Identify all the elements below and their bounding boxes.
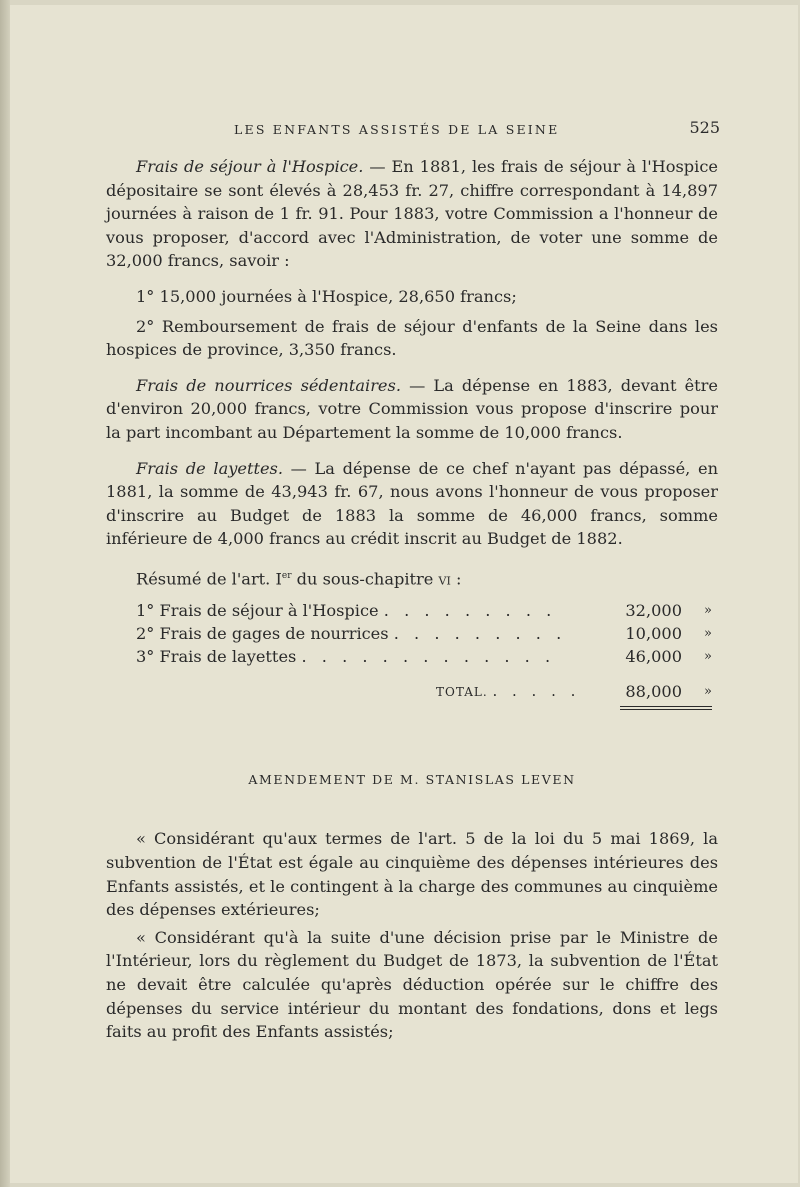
paragraph-layettes (106, 457, 718, 551)
total-row (106, 680, 718, 706)
list-item-2: 2° Remboursement de frais de séjour d'enfants de la Seine dans les hospices de province, 3,350 francs. (106, 316, 718, 360)
heading-layettes: Frais de layettes. (136, 458, 283, 478)
recap-mark: » (704, 625, 712, 641)
recap-title-text: du sous-chapitre (291, 569, 439, 589)
total-label-text: TOTAL. (436, 684, 488, 699)
recap-row-label (136, 622, 566, 646)
page-body (106, 155, 718, 1056)
total-rule-bottom (620, 709, 712, 710)
paragraph-text: — En 1881, les frais de séjour à l'Hospice dépositaire se sont élevés à 28,453 fr. 27, chiffre correspondant à 14,897 journées à raison de 1 fr. 91. Pour 1883, votre Commission a l'honneur de vous proposer, d'accord avec l'Administration, de voter une somme de 32,000 francs, savoir : (106, 157, 718, 271)
total-rules (106, 706, 718, 712)
page-number: 525 (689, 118, 720, 137)
leader-dots: . . . . . . . . . (393, 623, 567, 643)
recap-title-roman: vi (438, 569, 451, 589)
recap-row (106, 645, 718, 668)
total-amount: 88,000 (625, 681, 682, 701)
recap-amount: 32,000 (625, 600, 682, 620)
recap-title-text: Résumé de l'art. I (136, 569, 282, 589)
amendment-paragraph-1: « Considérant qu'aux termes de l'art. 5 de la loi du 5 mai 1869, la subvention de l'État est égale au cinquième des dépenses intérieures des Enfants assistés, et le contingent à la charge des communes au cinquième des dépenses extérieures; (106, 829, 718, 920)
heading-hospice: Frais de séjour à l'Hospice. (136, 157, 364, 176)
recap-label-text: 2° Frais de gages de nourrices (136, 623, 389, 643)
recap-mark: » (704, 602, 712, 618)
total-mark: » (704, 683, 712, 699)
recap-label-text: 3° Frais de layettes (136, 646, 297, 666)
recap-title-text: : (450, 569, 462, 589)
page-gutter (0, 0, 10, 1187)
amendment-heading: AMENDEMENT DE M. STANISLAS LEVEN (248, 771, 576, 787)
paragraph-nourrices (106, 374, 718, 445)
recap-row-label (136, 645, 555, 669)
amendment-paragraph-2: « Considérant qu'à la suite d'une décision prise par le Ministre de l'Intérieur, lors du règlement du Budget de 1873, la subvention de l'État ne devait être calculée qu'après déduction opérée sur le chiffre des dépenses du service intérieur du montant des fondations, dons et legs faits au profit des Enfants assistés; (106, 927, 718, 1042)
recap-amount: 46,000 (625, 646, 682, 666)
recap-amount: 10,000 (625, 623, 682, 643)
recap-label-text: 1° Frais de séjour à l'Hospice (136, 600, 379, 620)
list-item-1: 1° 15,000 journées à l'Hospice, 28,650 francs; (136, 286, 517, 306)
recap-row-label (136, 599, 556, 623)
recap-title (106, 565, 718, 591)
recap-mark: » (704, 648, 712, 664)
recap-row (106, 599, 718, 622)
total-rule-top (620, 706, 712, 707)
leader-dots: . . . . . (492, 681, 581, 700)
paragraph-text: — La dépense en 1883, devant être d'environ 20,000 francs, votre Commission vous propose d'inscrire pour la part incombant au Département la somme de 10,000 francs. (106, 375, 718, 442)
recap-title-sup: er (281, 570, 292, 581)
paragraph-hospice (106, 155, 718, 273)
paragraph-text: — La dépense de ce chef n'ayant pas dépassé, en 1881, la somme de 43,943 fr. 67, nous avons l'honneur de vous proposer d'inscrire au Budget de 1883 la somme de 46,000 francs, somme inférieure de 4,000 francs au crédit inscrit au Budget de 1882. (106, 458, 718, 549)
recap-row (106, 622, 718, 645)
leader-dots: . . . . . . . . . . . . . (301, 646, 556, 666)
heading-nourrices: Frais de nourrices sédentaires. (136, 375, 401, 395)
total-label (436, 680, 580, 705)
running-title: LES ENFANTS ASSISTÉS DE LA SEINE (234, 122, 560, 137)
leader-dots: . . . . . . . . . (383, 600, 557, 620)
